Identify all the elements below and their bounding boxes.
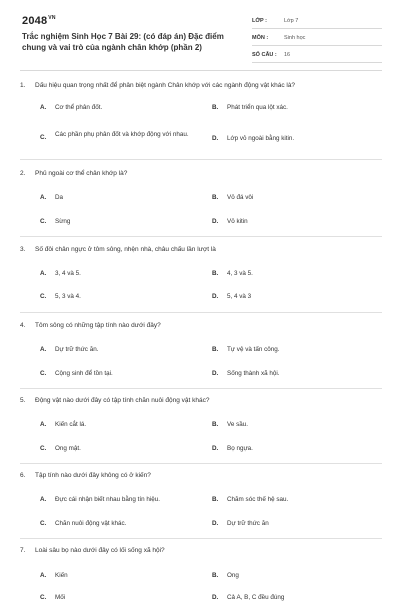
- question-number: 5.: [20, 397, 26, 404]
- option-text: Ong mật.: [55, 445, 81, 452]
- option-letter: D.: [212, 370, 219, 377]
- question-text: [20, 82, 295, 89]
- page-title: Trắc nghiệm Sinh Học 7 Bài 29: (có đáp án) Đặc điểm chung và vai trò của ngành chân khớp (phần 2): [22, 32, 224, 52]
- option-text: Kiến cắt lá.: [55, 421, 87, 428]
- page-header: [0, 0, 400, 64]
- option-text: Chăn nuôi động vật khác.: [55, 520, 127, 527]
- option-letter: B.: [212, 194, 219, 201]
- option-text: Vỏ kitin: [227, 218, 248, 225]
- option-letter: C.: [40, 520, 47, 527]
- option-letter: A.: [40, 346, 47, 353]
- question-text: [20, 397, 209, 404]
- option-letter: B.: [212, 104, 219, 111]
- question-text: [20, 322, 161, 329]
- option-text: 3, 4 và 5.: [55, 270, 81, 277]
- option-letter: D.: [212, 594, 219, 601]
- option-text: Đực cái nhận biết nhau bằng tín hiệu.: [55, 496, 161, 503]
- option-text: Ong: [227, 572, 239, 579]
- meta-label: LỚP :: [252, 18, 267, 24]
- question-prompt: Tôm sông có những tập tính nào dưới đây?: [35, 322, 161, 329]
- option-text: Cơ thể phân đốt.: [55, 104, 103, 111]
- option-letter: C.: [40, 594, 47, 601]
- question-prompt: Số đôi chân ngực ở tôm sông, nhện nhà, châu chấu lần lượt là: [35, 246, 216, 253]
- question-number: 3.: [20, 246, 26, 253]
- option-text: Cả A, B, C đều đúng: [227, 594, 285, 601]
- option-letter: B.: [212, 346, 219, 353]
- meta-row-class: [252, 14, 382, 29]
- question-divider: [20, 312, 382, 313]
- option-text: Ve sầu.: [227, 421, 249, 428]
- logo-sup: VN: [48, 15, 56, 22]
- option-letter: A.: [40, 572, 47, 579]
- option-text: Tự vệ và tấn công.: [227, 346, 280, 353]
- option-letter: A.: [40, 421, 47, 428]
- question-number: 6.: [20, 472, 26, 479]
- meta-value: Sinh học: [284, 35, 306, 41]
- option-letter: C.: [40, 218, 47, 225]
- option-letter: D.: [212, 445, 219, 452]
- question-divider: [20, 159, 382, 160]
- meta-info: [252, 14, 382, 65]
- option-letter: D.: [212, 293, 219, 300]
- question-text: [20, 246, 216, 253]
- question-number: 1.: [20, 82, 26, 89]
- question-number: 7.: [20, 547, 26, 554]
- logo-text: 2048: [22, 15, 48, 27]
- question-prompt: Phủ ngoài cơ thể chân khớp là?: [35, 170, 128, 177]
- question-prompt: Tập tính nào dưới đây không có ở kiến?: [35, 472, 151, 479]
- option-letter: D.: [212, 218, 219, 225]
- meta-value: 16: [284, 52, 291, 58]
- option-letter: B.: [212, 572, 219, 579]
- option-text: Sừng: [55, 218, 71, 225]
- question-prompt: Loài sâu bọ nào dưới đây có lối sống xã hội?: [35, 547, 165, 554]
- question-number: 2.: [20, 170, 26, 177]
- meta-row-subject: [252, 31, 382, 46]
- option-letter: A.: [40, 496, 47, 503]
- option-text: Chăm sóc thế hệ sau.: [227, 496, 289, 503]
- meta-label: MÔN :: [252, 35, 269, 41]
- option-letter: C.: [40, 134, 47, 141]
- option-text: Vỏ đá vôi: [227, 194, 254, 201]
- question-text: [20, 547, 165, 554]
- question-number: 4.: [20, 322, 26, 329]
- meta-value: Lớp 7: [284, 18, 299, 24]
- option-letter: D.: [212, 520, 219, 527]
- option-letter: C.: [40, 293, 47, 300]
- option-text: Phát triển qua lột xác.: [227, 104, 288, 111]
- question-prompt: Động vật nào dưới đây có tập tính chăn nuôi động vật khác?: [35, 397, 210, 404]
- question-text: [20, 170, 127, 177]
- option-text: 5, 4 và 3: [227, 293, 252, 300]
- option-text: Lớp vỏ ngoài bằng kitin.: [227, 135, 295, 142]
- question-divider: [20, 538, 382, 539]
- question-divider: [20, 463, 382, 464]
- option-letter: D.: [212, 135, 219, 142]
- option-text: Mối: [55, 594, 66, 601]
- option-letter: B.: [212, 270, 219, 277]
- question-divider: [20, 236, 382, 237]
- option-letter: C.: [40, 445, 47, 452]
- option-text: Da: [55, 194, 64, 201]
- option-letter: A.: [40, 194, 47, 201]
- option-text: 5, 3 và 4.: [55, 293, 81, 300]
- option-letter: C.: [40, 370, 47, 377]
- option-letter: A.: [40, 270, 47, 277]
- option-text: Dự trữ thức ăn.: [55, 346, 99, 353]
- option-text: Sống thành xã hội.: [227, 370, 280, 377]
- meta-label: SỐ CÂU :: [252, 52, 277, 58]
- site-logo[interactable]: [22, 15, 56, 27]
- option-letter: A.: [40, 104, 47, 111]
- meta-row-count: [252, 48, 382, 63]
- option-letter: B.: [212, 496, 219, 503]
- option-text: Cộng sinh để tồn tại.: [55, 370, 113, 377]
- option-text: Kiến: [55, 572, 68, 579]
- option-text: 4, 3 và 5.: [227, 270, 253, 277]
- question-text: [20, 472, 151, 479]
- option-text: Các phần phụ phân đốt và khớp động với nhau.: [55, 131, 189, 138]
- question-divider: [20, 388, 382, 389]
- question-prompt: Dấu hiệu quan trọng nhất để phân biệt ngành Chân khớp với các ngành động vật khác là?: [35, 82, 296, 89]
- header-divider: [20, 70, 382, 71]
- option-letter: B.: [212, 421, 219, 428]
- option-text: Bọ ngựa.: [227, 445, 253, 452]
- option-text: Dự trữ thức ăn: [227, 520, 269, 527]
